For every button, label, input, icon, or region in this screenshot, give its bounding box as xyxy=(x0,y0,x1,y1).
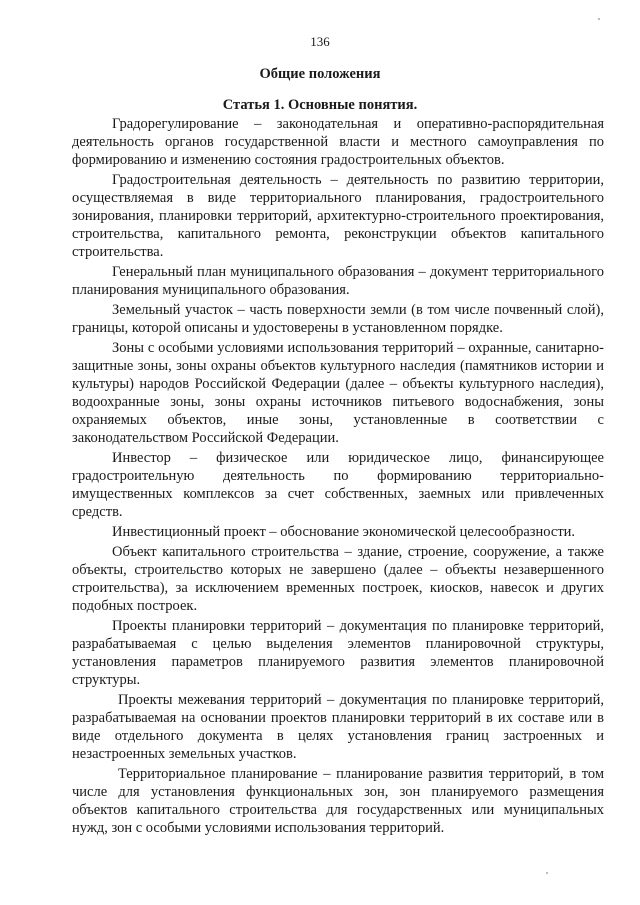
section-title: Общие положения xyxy=(259,66,381,82)
definition-paragraph: Инвестор – физическое или юридическое лицо, финансирующее градостроительную деятельность по формированию территориально-имущественных комплексов за счет собственных, заемных или привлеченных средств. xyxy=(72,450,604,520)
definition-paragraph: Инвестиционный проект – обоснование экономической целесообразности. xyxy=(112,524,576,540)
definition-paragraph: Зоны с особыми условиями использования территорий – охранные, санитарно-защитные зоны, зоны охраны объектов культурного наследия (памятников истории и культуры) народов Российской Федерации (далее – объекты культурного наследия), водоохранные зоны, зоны охраны источников питьевого водоснабжения, зоны охраняемых объектов, иные зоны, установленные в соответствии с законодательством Российской Федерации. xyxy=(72,340,604,446)
definition-paragraph: Проекты межевания территорий – документация по планировке территорий, разрабатываемая на основании проектов планировки территорий в их составе или в виде отдельного документа в целях установления границ застроенных и незастроенных земельных участков. xyxy=(72,692,604,762)
definition-paragraph: Проекты планировки территорий – документация по планировке территорий, разрабатываемая с целью выделения элементов планировочной структуры, установления параметров планируемого развития элементов планировочной структуры. xyxy=(72,618,604,688)
scan-speck xyxy=(546,872,548,874)
definition-paragraph: Градостроительная деятельность – деятельность по развитию территории, осуществляемая в виде территориального планирования, градостроительного зонирования, планировки территорий, архитектурно-строительного проектирования, строительства, капитального ремонта, реконструкции объектов капитального строительства. xyxy=(72,172,604,260)
definition-paragraph: Генеральный план муниципального образования – документ территориального планирования муниципального образования. xyxy=(72,264,604,298)
article-body xyxy=(72,115,604,839)
definition-paragraph: Объект капитального строительства – здание, строение, сооружение, а также объекты, строительство которых не завершено (далее – объекты незавершенного строительства), за исключением временных построек, киосков, навесок и других подобных построек. xyxy=(72,544,604,614)
article-title: Статья 1. Основные понятия. xyxy=(222,97,418,113)
definition-paragraph: Земельный участок – часть поверхности земли (в том числе почвенный слой), границы, которой описаны и удостоверены в установленном порядке. xyxy=(72,302,604,336)
definition-paragraph: Градорегулирование – законодательная и оперативно-распорядительная деятельность органов государственной власти и местного самоуправления по формированию и изменению состояния градостроительных объектов. xyxy=(72,116,604,168)
scan-speck xyxy=(598,18,600,20)
definition-paragraph: Территориальное планирование – планирование развития территорий, в том числе для установления функциональных зон, зон планируемого размещения объектов капитального строительства для государственных или муниципальных нужд, зон с особыми условиями использования территорий. xyxy=(72,766,604,836)
page-number: 136 xyxy=(310,34,330,49)
